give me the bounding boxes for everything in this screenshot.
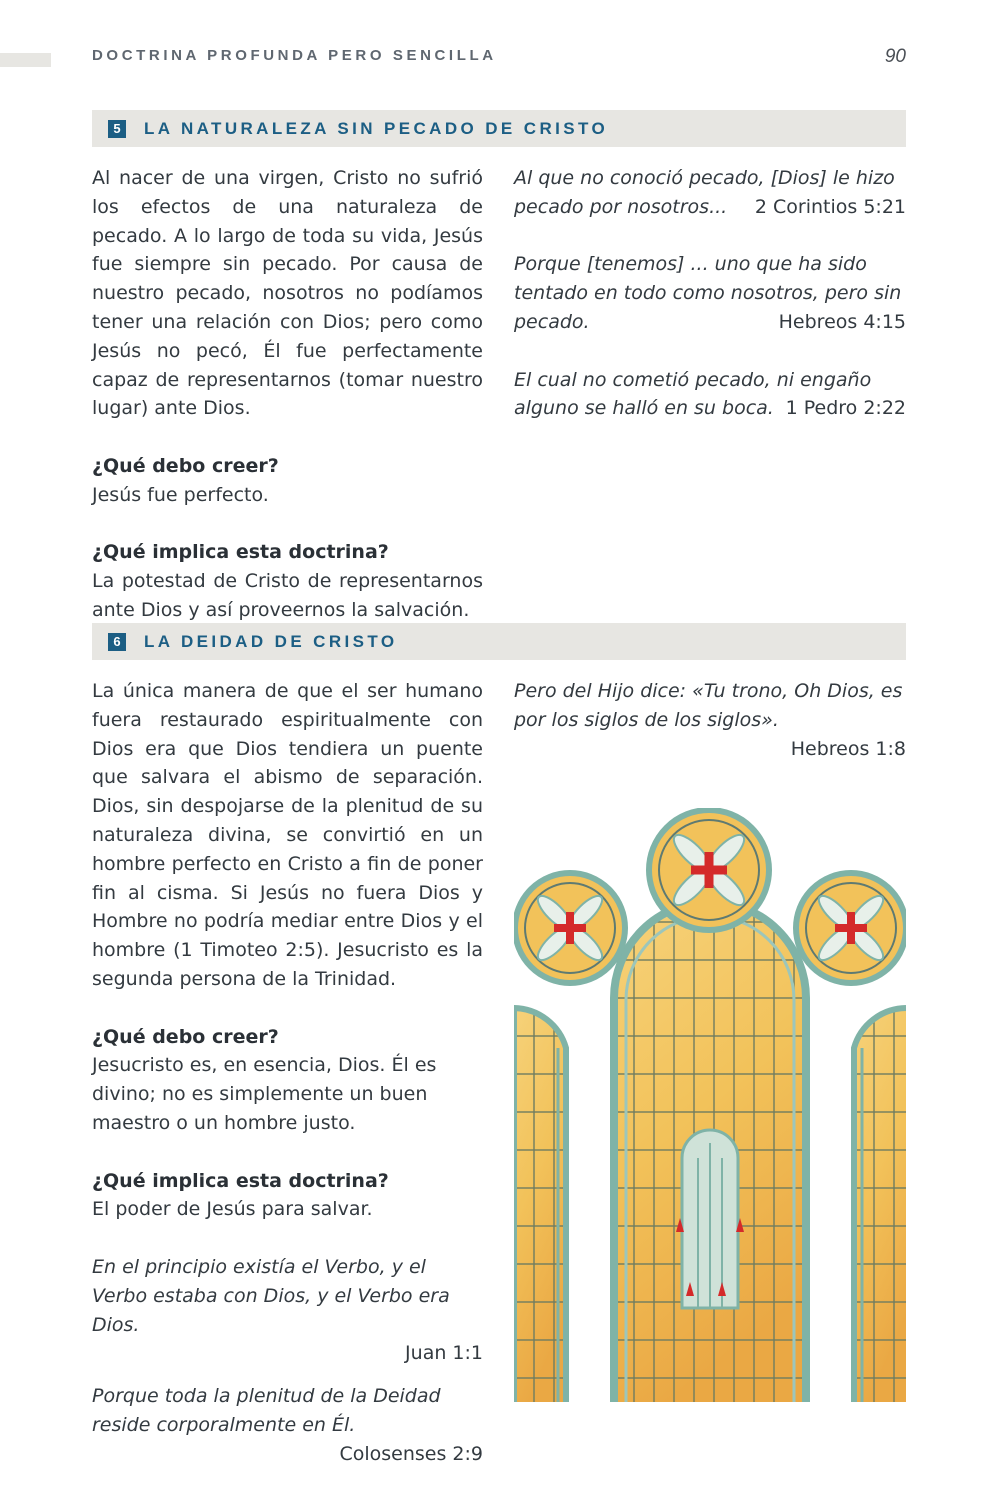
verse-reference: Hebreos 4:15 — [778, 310, 906, 333]
rose-window-center — [649, 810, 769, 930]
page-edge-tab — [0, 53, 51, 67]
verse-quote — [514, 366, 906, 424]
section-6-text-column — [92, 677, 483, 1469]
verse-reference: Colosenses 2:9 — [339, 1442, 483, 1465]
question-implication: ¿Qué implica esta doctrina? — [92, 541, 389, 564]
section-number: 5 — [108, 120, 126, 138]
question-implication: ¿Qué implica esta doctrina? — [92, 1169, 389, 1192]
verse-text: Porque toda la plenitud de la Deidad reside corporalmente en Él. — [92, 1385, 441, 1436]
rose-window-left — [515, 873, 625, 983]
center-arched-window — [610, 898, 810, 1402]
section-title: LA NATURALEZA SIN PECADO DE CRISTO — [144, 118, 609, 138]
verse-quote — [92, 1382, 483, 1465]
stained-glass-svg — [514, 808, 906, 1402]
verse-text: Pero del Hijo dice: «Tu trono, Oh Dios, es por los siglos de los siglos». — [514, 680, 903, 731]
verse-quote — [514, 250, 906, 336]
section-5-header — [92, 110, 906, 147]
question-what-to-believe: ¿Qué debo creer? — [92, 454, 279, 477]
question-what-to-believe: ¿Qué debo creer? — [92, 1025, 279, 1048]
section-5-text-column — [92, 164, 483, 625]
answer-what-to-believe: Jesús fue perfecto. — [92, 483, 269, 506]
page-number: 90 — [884, 46, 906, 67]
stained-glass-window-illustration — [514, 808, 906, 1402]
section-5-verses — [514, 164, 906, 423]
verse-text: El cual no cometió pecado, ni engaño alguno se halló en su boca. — [514, 368, 872, 420]
verse-reference: Hebreos 1:8 — [790, 737, 906, 760]
answer-implication: La potestad de Cristo de representarnos ante Dios y así proveernos la salvación. — [92, 570, 483, 621]
verse-text: Al que no conoció pecado, [Dios] le hizo pecado por nosotros... — [514, 167, 895, 218]
rose-window-right — [796, 873, 906, 983]
section-number: 6 — [108, 633, 126, 651]
section-body: Al nacer de una virgen, Cristo no sufrió los efectos de una naturaleza de pecado. A lo largo de toda su vida, Jesús fue siempre sin pecado. Por causa de nuestro pecado, nosotros no podíamos tener una relación con Dios; pero como Jesús no pecó, Él fue perfectamente capaz de representarnos (tomar nuestro lugar) ante Dios. — [92, 167, 483, 420]
verse-text: Porque [tenemos] ... uno que ha sido tentado en todo como nosotros, pero sin pecado. — [514, 253, 902, 333]
section-body: La única manera de que el ser humano fuera restaurado espiritualmente con Dios era que Dios tendiera un puente que salvara el abismo de separación. Dios, sin despojarse de la plenitud de su naturaleza divina, se convirtió en un hombre perfecto en Cristo a fin de poner fin al cisma. Si Jesús no fuera Dios y Hombre no podría mediar entre Dios y el hombre (1 Timoteo 2:5). Jesucristo es la segunda persona de la Trinidad. — [92, 680, 483, 990]
left-window-panel — [514, 988, 574, 1402]
verse-reference: 2 Corintios 5:21 — [754, 195, 906, 218]
section-6-verse — [514, 677, 906, 763]
verse-text: En el principio existía el Verbo, y el Verbo estaba con Dios, y el Verbo era Dios. — [92, 1255, 450, 1336]
verse-reference: 1 Pedro 2:22 — [785, 397, 906, 420]
running-header: DOCTRINA PROFUNDA PERO SENCILLA — [92, 47, 497, 64]
answer-implication: El poder de Jesús para salvar. — [92, 1198, 373, 1221]
answer-what-to-believe: Jesucristo es, en esencia, Dios. Él es divino; no es simplemente un buen maestro o un hombre justo. — [92, 1054, 437, 1134]
verse-reference: Juan 1:1 — [405, 1342, 483, 1365]
section-title: LA DEIDAD DE CRISTO — [144, 631, 398, 651]
section-6-header — [92, 623, 906, 660]
verse-quote — [514, 164, 906, 222]
right-window-panel — [850, 988, 906, 1402]
